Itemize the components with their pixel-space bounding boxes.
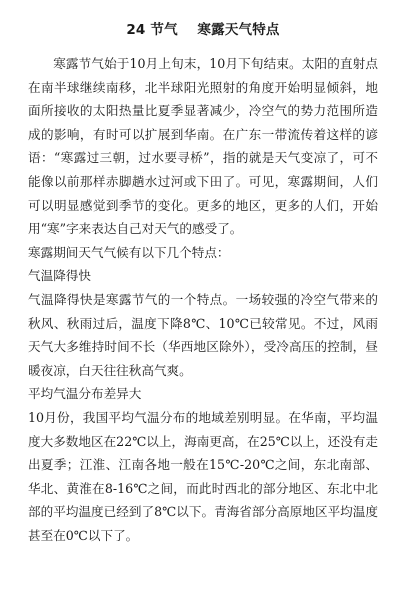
section-temperature-distribution	[28, 382, 378, 547]
section-heading: 平均气温分布差异大	[28, 386, 142, 402]
section-heading: 气温降得快	[28, 268, 91, 284]
lead-paragraph: 寒露期间天气气候有以下几个特点：	[28, 244, 230, 260]
intro-paragraph: 寒露节气始于10月上旬末，10月下旬结束。太阳的直射点在南半球继续南移，北半球阳光照射的角度开始明显倾斜，地面所接收的太阳热量比夏季显著减少，冷空气的势力范围所造成的影响，有时可以扩展到华南。在广东一带流传着这样的谚语：“寒露过三朝，过水要寻桥”，指的就是天气变凉了，可不能像以前那样赤脚趟水过河或下田了。可见，寒露期间，人们可以明显感觉到季节的变化。更多的地区，更多的人们，开始用“寒”字来表达自己对天气的感受了。	[28, 56, 378, 237]
section-body: 气温降得快是寒露节气的一个特点。一场较强的冷空气带来的秋风、秋雨过后，温度下降8℃、10℃已较常见。不过，风雨天气大多维持时间不长（华西地区除外），受冷高压的控制，昼暖夜凉，白天往往秋高气爽。	[28, 291, 378, 378]
section-temperature-drop	[28, 264, 378, 382]
document-title: 24 节气 寒露天气特点	[126, 22, 280, 38]
section-body: 10月份，我国平均气温分布的地域差别明显。在华南，平均温度大多数地区在22℃以上，海南更高，在25℃以上，还没有走出夏季；江淮、江南各地一般在15℃-20℃之间，东北南部、华北、黄淮在8-16℃之间，而此时西北的部分地区、东北中北部的平均温度已经到了8℃以下。青海省部分高原地区平均温度甚至在0℃以下了。	[28, 409, 378, 543]
